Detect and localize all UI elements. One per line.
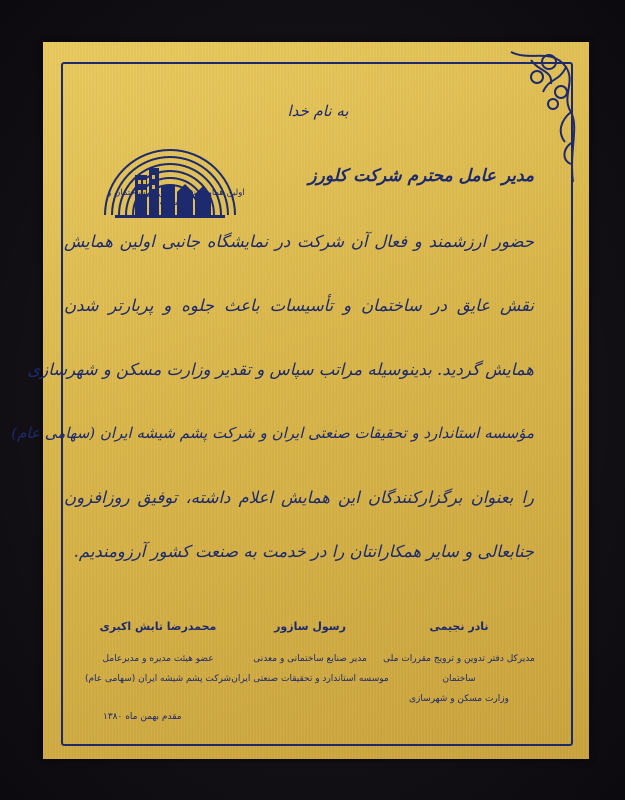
body-line-6: جنابعالی و سایر همکارانتان را در خدمت به صنعت کشور آرزومندیم.	[73, 542, 534, 561]
signature-3-name: محمدرضا تابش اکبری	[99, 620, 217, 633]
body-line-1: حضور ارزشمند و فعال آن شرکت در نمایشگاه جانبی اولین همایش	[64, 232, 534, 251]
signature-2-name: رسول سازور	[274, 620, 346, 633]
signature-3	[83, 620, 233, 689]
signature-1	[369, 620, 549, 709]
signature-2-title-2: موسسه استاندارد و تحقیقات صنعتی ایران	[231, 674, 389, 684]
signature-3-title-2: شرکت پشم شیشه ایران (سهامی عام)	[84, 674, 232, 684]
basmala: به نام خدا	[287, 102, 349, 120]
signature-2	[225, 620, 395, 689]
body-line-4: مؤسسه استاندارد و تحقیقات صنعتی ایران و شرکت پشم شیشه ایران (سهامی عام)	[11, 424, 534, 442]
signature-3-title-1: عضو هیئت مدیره و مدیرعامل	[102, 654, 214, 664]
signature-2-title-1: مدیر صنایع ساختمانی و معدنی	[253, 654, 367, 664]
logo-caption: اولین همایش نقش عایق در ساختمان و تأسیسات	[107, 188, 245, 208]
body-line-3: همایش گردید. بدینوسیله مراتب سپاس و تقدیر وزارت مسکن و شهرسازی	[27, 360, 534, 379]
signature-1-title-2: وزارت مسکن و شهرسازی	[409, 694, 509, 704]
body-line-5: را بعنوان برگزارکنندگان این همایش اعلام داشته، توفیق روزافزون	[64, 488, 534, 507]
issue-date: مقدم بهمن ماه ۱۳۸۰	[103, 712, 182, 722]
signature-1-title-1: مدیرکل دفتر تدوین و ترویج مقررات ملی ساختمان	[383, 654, 535, 684]
gold-plaque	[11, 42, 589, 759]
salutation: مدیر عامل محترم شرکت کلورز	[308, 166, 534, 186]
conference-logo-icon	[95, 120, 245, 240]
body-line-2: نقش عایق در ساختمان و تأسیسات باعث جلوه و پربارتر شدن	[64, 296, 534, 315]
signature-1-name: نادر نجیمی	[429, 620, 489, 633]
